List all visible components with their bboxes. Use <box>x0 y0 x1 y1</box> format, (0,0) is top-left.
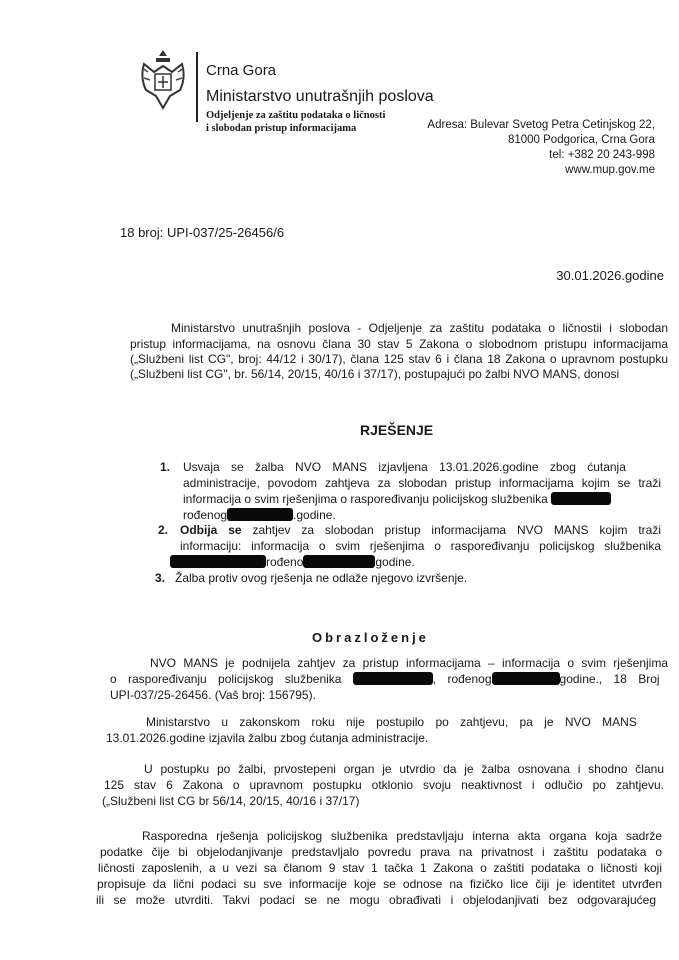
item-1-line <box>183 492 611 507</box>
document-date: 30.01.2026.godine <box>556 268 664 283</box>
reasoning-line: Ministarstvo u zakonskom roku nije postupilo po zahtjevu, pa je NVO MANS <box>146 715 637 729</box>
redaction <box>551 492 611 505</box>
item-2-line <box>180 523 661 538</box>
redaction <box>227 508 293 521</box>
item-1-text: rođenog <box>183 508 228 522</box>
redaction <box>492 672 560 685</box>
reasoning-line: ličnosti zaposlenih, a u vezi sa članom 9 stav 1 tačka 1 Zakona o zaštiti podataka o ličnosti koji <box>98 861 662 875</box>
intro-line: Ministarstvo unutrašnjih poslova - Odjeljenje za zaštitu podataka o ličnostii i slobodan <box>171 321 668 335</box>
header-divider <box>196 52 198 122</box>
address-phone: tel: +382 20 243-998 <box>549 149 655 161</box>
reasoning-text: , rođenog <box>432 672 492 686</box>
item-1-line: administracije, povodom zahtjeva za slobodan pristup informacijama kojim se traži <box>183 476 661 490</box>
address-line: Adresa: Bulevar Svetog Petra Cetinjskog 22, <box>427 119 655 131</box>
item-2-line: informaciju: informacija o svim rješenjima o raspoređivanju policijskog službenika <box>180 539 661 553</box>
ministry-name: Ministarstvo unutrašnjih poslova <box>206 88 434 105</box>
address-website: www.mup.gov.me <box>565 164 655 176</box>
reasoning-line: ili se može utvrditi. Takvi podaci se ne mogu obrađivati i objelodanjivati bez odgovarajućeg <box>96 893 656 907</box>
item-1-text: informacija o svim rješenjima o raspoređivanju policijskog službenika <box>183 492 548 506</box>
reasoning-line: UPI-037/25-26456. (Vaš broj: 156795). <box>110 688 316 702</box>
item-1-text: .godine. <box>293 508 336 522</box>
reasoning-text: godine., 18 Broj <box>559 672 660 686</box>
redaction <box>303 555 375 568</box>
item-number: 1. <box>160 460 171 474</box>
item-number: 3. <box>155 571 166 585</box>
country-name: Crna Gora <box>206 62 277 79</box>
address-city: 81000 Podgorica, Crna Gora <box>507 134 655 146</box>
reasoning-line: 125 stav 6 Zakona o upravnom postupku otklonio svoju neaktivnost i odlučio po zahtjevu. <box>104 778 664 792</box>
reasoning-line: NVO MANS je podnijela zahtjev za pristup informacijama – informacija o svim rješenjima <box>150 656 668 670</box>
item-1-line <box>183 508 336 523</box>
reasoning-line: podatke čije bi objelodanjivanje predstavljalo povredu prava na privatnost i zaštitu podataka o <box>100 845 662 859</box>
item-1-line: Usvaja se žalba NVO MANS izjavljena 13.01.2026.godine zbog ćutanja <box>183 460 626 474</box>
department-name-line2: i slobodan pristup informacijama <box>206 123 357 134</box>
reasoning-line: propisuje da lični podaci su sve informacije koje se odnose na fizičko lice čiji je identitet utvrđen <box>97 877 662 891</box>
decision-title: RJEŠENJE <box>360 422 434 438</box>
department-name-line1: Odjeljenje za zaštitu podataka o ličnosti <box>206 110 386 121</box>
reasoning-line: 13.01.2026.godine izjavila žalbu zbog ćutanja administracije. <box>106 731 429 745</box>
intro-line: („Službeni list CG", broj: 44/12 i 30/17), člana 125 stav 6 i člana 18 Zakona o upravnom postupku <box>130 352 668 366</box>
item-2-text: godine. <box>375 555 415 569</box>
item-number: 2. <box>158 523 169 537</box>
reference-number: 18 broj: UPI-037/25-26456/6 <box>120 225 285 240</box>
intro-line: („Službeni list CG", br. 56/14, 20/15, 40/16 i 37/17), postupajući po žalbi NVO MANS, donosi <box>130 367 620 381</box>
item-2-text: rođeno <box>266 555 304 569</box>
coat-of-arms-logo <box>138 48 188 112</box>
redaction <box>353 672 433 685</box>
item-3-line: Žalba protiv ovog rješenja ne odlaže njegovo izvršenje. <box>175 571 468 585</box>
reasoning-line: Rasporedna rješenja policijskog službenika predstavljaju interna akta organa koja sadrže <box>142 829 662 843</box>
item-2-bold: Odbija se <box>180 523 242 537</box>
item-2-line <box>170 555 415 570</box>
reasoning-line: („Službeni list CG br 56/14, 20/15, 40/16 i 37/17) <box>102 794 360 808</box>
reasoning-text: o raspoređivanju policijskog službenika <box>110 672 342 686</box>
intro-line: pristup informacijama, na osnovu člana 30 stav 5 Zakona o slobodnom pristupu informacijama <box>130 337 668 351</box>
reasoning-line: U postupku po žalbi, prvostepeni organ je utvrdio da je žalba osnovana i shodno članu <box>144 762 664 776</box>
redaction <box>170 555 266 568</box>
item-2-text: zahtjev za slobodan pristup informacijama NVO MANS kojim traži <box>241 523 661 537</box>
reasoning-line <box>110 672 668 687</box>
reasoning-title: Obrazloženje <box>312 630 429 645</box>
